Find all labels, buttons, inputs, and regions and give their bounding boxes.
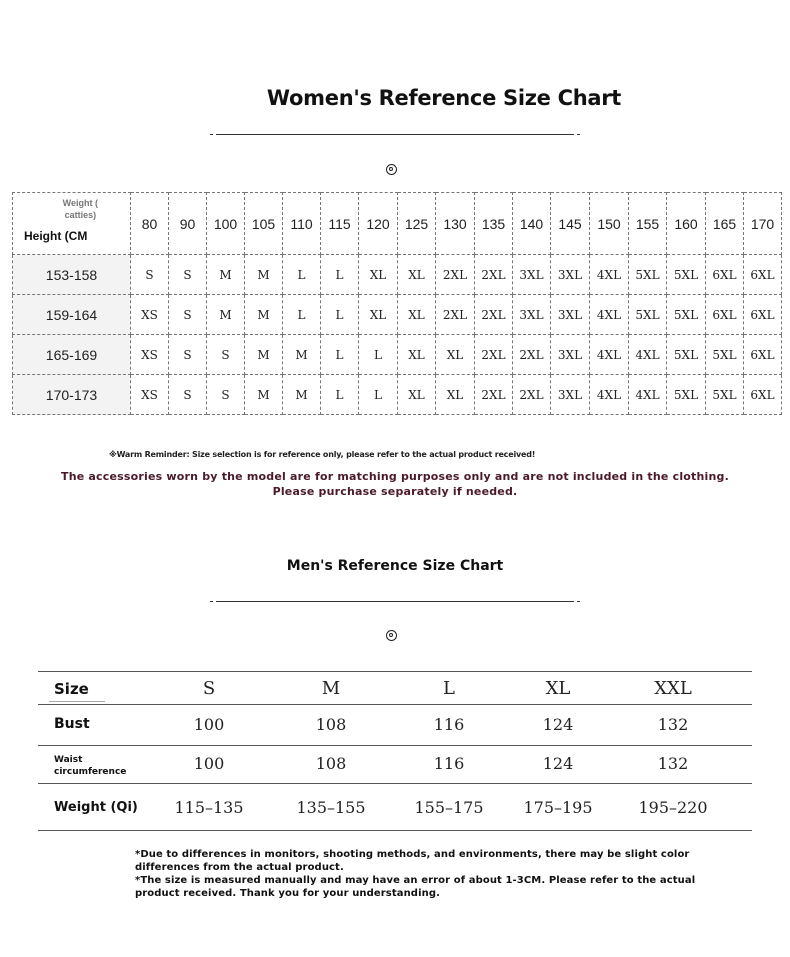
size-cell: 5XL — [706, 335, 744, 375]
womens-size-table — [12, 192, 782, 415]
weight-header-cell: 100 — [207, 193, 245, 255]
size-cell: L — [321, 375, 359, 415]
size-cell: 6XL — [744, 295, 782, 335]
size-cell: S — [131, 255, 169, 295]
size-cell: 5XL — [706, 375, 744, 415]
size-cell: 3XL — [551, 295, 590, 335]
size-cell: 6XL — [706, 255, 744, 295]
size-cell: 4XL — [590, 375, 629, 415]
size-cell: 6XL — [706, 295, 744, 335]
womens-size-row — [13, 295, 782, 335]
weight-header-cell: 125 — [398, 193, 436, 255]
size-cell: 5XL — [629, 255, 667, 295]
size-cell: XS — [131, 295, 169, 335]
size-cell: 2XL — [475, 255, 513, 295]
size-cell: L — [283, 255, 321, 295]
womens-header-row — [13, 193, 782, 255]
size-cell: 2XL — [475, 375, 513, 415]
mens-bust-label: Bust — [54, 716, 90, 732]
mens-weight-cell: 115–135 — [174, 798, 244, 817]
size-cell: 2XL — [475, 295, 513, 335]
womens-ring-icon — [386, 164, 397, 175]
mens-weight-row — [38, 783, 752, 831]
mens-bust-cell: 124 — [542, 715, 574, 734]
mens-bust-cell: 132 — [657, 715, 689, 734]
mens-waist-label — [54, 754, 126, 778]
size-cell: 5XL — [667, 295, 706, 335]
size-cell: 5XL — [667, 335, 706, 375]
size-cell: M — [245, 335, 283, 375]
size-cell: M — [207, 255, 245, 295]
mens-size-row — [38, 671, 752, 704]
height-range-cell: 153-158 — [13, 255, 131, 295]
size-cell: 6XL — [744, 255, 782, 295]
weight-header-cell: 110 — [283, 193, 321, 255]
mens-size-label: Size — [54, 680, 89, 698]
height-axis-label: Height (CM — [24, 229, 88, 243]
size-cell: M — [245, 255, 283, 295]
womens-size-row — [13, 335, 782, 375]
weight-header-cell: 150 — [590, 193, 629, 255]
weight-header-cell: 170 — [744, 193, 782, 255]
height-range-cell: 159-164 — [13, 295, 131, 335]
disclaimer-line1: *Due to differences in monitors, shooting methods, and environments, there may be slight color differences from the actual product. — [135, 849, 690, 873]
size-cell: 6XL — [744, 375, 782, 415]
size-cell: L — [321, 295, 359, 335]
warm-reminder-note: ※Warm Reminder: Size selection is for reference only, please refer to the actual product received! — [109, 450, 536, 459]
size-cell: XL — [436, 335, 475, 375]
size-cell: 2XL — [436, 255, 475, 295]
size-cell: XS — [131, 335, 169, 375]
size-cell: S — [169, 335, 207, 375]
mens-waist-cell: 108 — [315, 754, 347, 773]
size-cell: M — [245, 295, 283, 335]
size-cell: 2XL — [513, 335, 551, 375]
size-cell: 5XL — [667, 375, 706, 415]
mens-bust-cell: 116 — [433, 715, 465, 734]
weight-header-cell: 120 — [359, 193, 398, 255]
mens-size-cell: L — [443, 678, 455, 699]
size-cell: L — [359, 375, 398, 415]
weight-header-cell: 140 — [513, 193, 551, 255]
mens-waist-cell: 100 — [193, 754, 225, 773]
mens-weight-cell: 195–220 — [638, 798, 708, 817]
size-cell: 2XL — [475, 335, 513, 375]
size-cell: 5XL — [667, 255, 706, 295]
size-cell: 3XL — [551, 335, 590, 375]
size-cell: 4XL — [590, 295, 629, 335]
weight-header-cell: 160 — [667, 193, 706, 255]
mens-bust-row — [38, 704, 752, 745]
size-cell: XL — [359, 255, 398, 295]
size-cell: S — [169, 255, 207, 295]
weight-header-cell: 105 — [245, 193, 283, 255]
accessories-note-line1: The accessories worn by the model are for matching purposes only and are not included in the clothing. — [60, 470, 730, 483]
mens-chart-title: Men's Reference Size Chart — [286, 558, 504, 574]
mens-ring-icon — [386, 630, 397, 641]
mens-waist-cell: 132 — [657, 754, 689, 773]
size-cell: L — [321, 335, 359, 375]
size-cell: 3XL — [513, 255, 551, 295]
weight-header-cell: 130 — [436, 193, 475, 255]
mens-size-cell: XL — [545, 678, 571, 699]
size-cell: XL — [398, 295, 436, 335]
mens-size-cell: XXL — [654, 678, 692, 699]
size-cell: 3XL — [551, 375, 590, 415]
disclaimer-note — [135, 848, 715, 900]
mens-weight-cell: 175–195 — [523, 798, 593, 817]
size-label-underline — [49, 701, 105, 702]
size-cell: 6XL — [744, 335, 782, 375]
size-cell: 4XL — [590, 255, 629, 295]
weight-header-cell: 155 — [629, 193, 667, 255]
mens-waist-cell: 124 — [542, 754, 574, 773]
size-cell: L — [283, 295, 321, 335]
womens-title-divider — [216, 134, 574, 135]
size-cell: L — [321, 255, 359, 295]
mens-waist-row — [38, 745, 752, 783]
size-cell: XL — [398, 375, 436, 415]
size-cell: M — [245, 375, 283, 415]
size-cell: S — [169, 295, 207, 335]
size-cell: S — [207, 375, 245, 415]
mens-bust-cell: 100 — [193, 715, 225, 734]
weight-header-cell: 80 — [131, 193, 169, 255]
disclaimer-line2: *The size is measured manually and may have an error of about 1-3CM. Please refer to the actual product received. Thank you for your understanding. — [135, 875, 696, 899]
size-cell: M — [283, 335, 321, 375]
waist-label-line2: circumference — [54, 767, 127, 777]
weight-header-cell: 135 — [475, 193, 513, 255]
size-cell: XL — [398, 255, 436, 295]
size-cell: XS — [131, 375, 169, 415]
size-cell: XL — [359, 295, 398, 335]
size-cell: 3XL — [551, 255, 590, 295]
size-cell: L — [359, 335, 398, 375]
accessories-note-line2: Please purchase separately if needed. — [272, 485, 518, 498]
accessories-note — [0, 469, 790, 499]
size-cell: 2XL — [513, 375, 551, 415]
womens-size-row — [13, 255, 782, 295]
height-range-cell: 170-173 — [13, 375, 131, 415]
size-cell: XL — [398, 335, 436, 375]
size-cell: 4XL — [590, 335, 629, 375]
womens-chart-title: Women's Reference Size Chart — [266, 86, 622, 110]
mens-bust-cell: 108 — [315, 715, 347, 734]
weight-header-cell: 165 — [706, 193, 744, 255]
size-cell: S — [207, 335, 245, 375]
mens-weight-cell: 135–155 — [296, 798, 366, 817]
mens-size-table — [38, 671, 752, 831]
mens-size-cell: S — [202, 678, 216, 699]
size-cell: M — [207, 295, 245, 335]
mens-waist-cell: 116 — [433, 754, 465, 773]
weight-header-cell: 145 — [551, 193, 590, 255]
mens-title-divider — [216, 601, 574, 602]
mens-weight-cell: 155–175 — [414, 798, 484, 817]
height-range-cell: 165-169 — [13, 335, 131, 375]
size-cell: 3XL — [513, 295, 551, 335]
size-cell: 5XL — [629, 295, 667, 335]
size-cell: XL — [436, 375, 475, 415]
size-cell: S — [169, 375, 207, 415]
womens-size-row — [13, 375, 782, 415]
table-corner-cell — [13, 193, 131, 255]
mens-size-cell: M — [321, 678, 341, 699]
weight-header-cell: 90 — [169, 193, 207, 255]
mens-weight-label: Weight (Qi) — [54, 800, 138, 815]
weight-axis-label: Weight ( catties) — [62, 198, 98, 220]
size-cell: 4XL — [629, 335, 667, 375]
size-cell: 2XL — [436, 295, 475, 335]
size-cell: M — [283, 375, 321, 415]
weight-header-cell: 115 — [321, 193, 359, 255]
waist-label-line1: Waist — [54, 755, 83, 765]
size-cell: 4XL — [629, 375, 667, 415]
